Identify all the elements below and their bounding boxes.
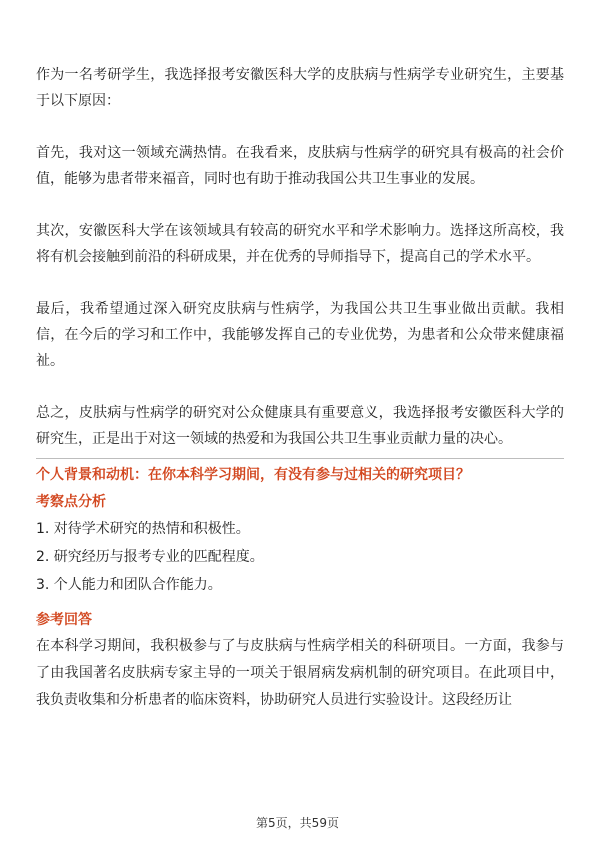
analysis-item: 1. 对待学术研究的热情和积极性。 xyxy=(36,521,250,537)
analysis-item: 3. 个人能力和团队合作能力。 xyxy=(36,577,222,593)
reason-paragraph-third: 最后，我希望通过深入研究皮肤病与性病学，为我国公共卫生事业做出贡献。我相信，在今后的学习和工作中，我能够发挥自己的专业优势，为患者和公众带来健康福祉。 xyxy=(36,301,564,369)
answer-text: 在本科学习期间，我积极参与了与皮肤病与性病学相关的科研项目。一方面，我参与了由我国著名皮肤病专家主导的一项关于银屑病发病机制的研究项目。在此项目中，我负责收集和分析患者的临床资料，协助研究人员进行实验设计。这段经历让 xyxy=(36,638,564,708)
answer-heading: 参考回答 xyxy=(36,612,92,628)
page-number: 第5页，共59页 xyxy=(256,816,339,830)
analysis-heading: 考察点分析 xyxy=(36,494,106,510)
analysis-item: 2. 研究经历与报考专业的匹配程度。 xyxy=(36,549,264,565)
intro-paragraph: 作为一名考研学生，我选择报考安徽医科大学的皮肤病与性病学专业研究生，主要基于以下原因： xyxy=(36,67,564,109)
interview-question: 个人背景和动机：在你本科学习期间，有没有参与过相关的研究项目？ xyxy=(36,467,470,483)
reason-paragraph-first: 首先，我对这一领域充满热情。在我看来，皮肤病与性病学的研究具有极高的社会价值，能够为患者带来福音，同时也有助于推动我国公共卫生事业的发展。 xyxy=(36,145,564,187)
reason-paragraph-second: 其次，安徽医科大学在该领域具有较高的研究水平和学术影响力。选择这所高校，我将有机会接触到前沿的科研成果，并在优秀的导师指导下，提高自己的学术水平。 xyxy=(36,223,564,265)
document-body xyxy=(36,62,564,714)
section-divider xyxy=(36,458,564,459)
conclusion-paragraph: 总之，皮肤病与性病学的研究对公众健康具有重要意义，我选择报考安徽医科大学的研究生，正是出于对这一领域的热爱和为我国公共卫生事业贡献力量的决心。 xyxy=(36,405,564,447)
